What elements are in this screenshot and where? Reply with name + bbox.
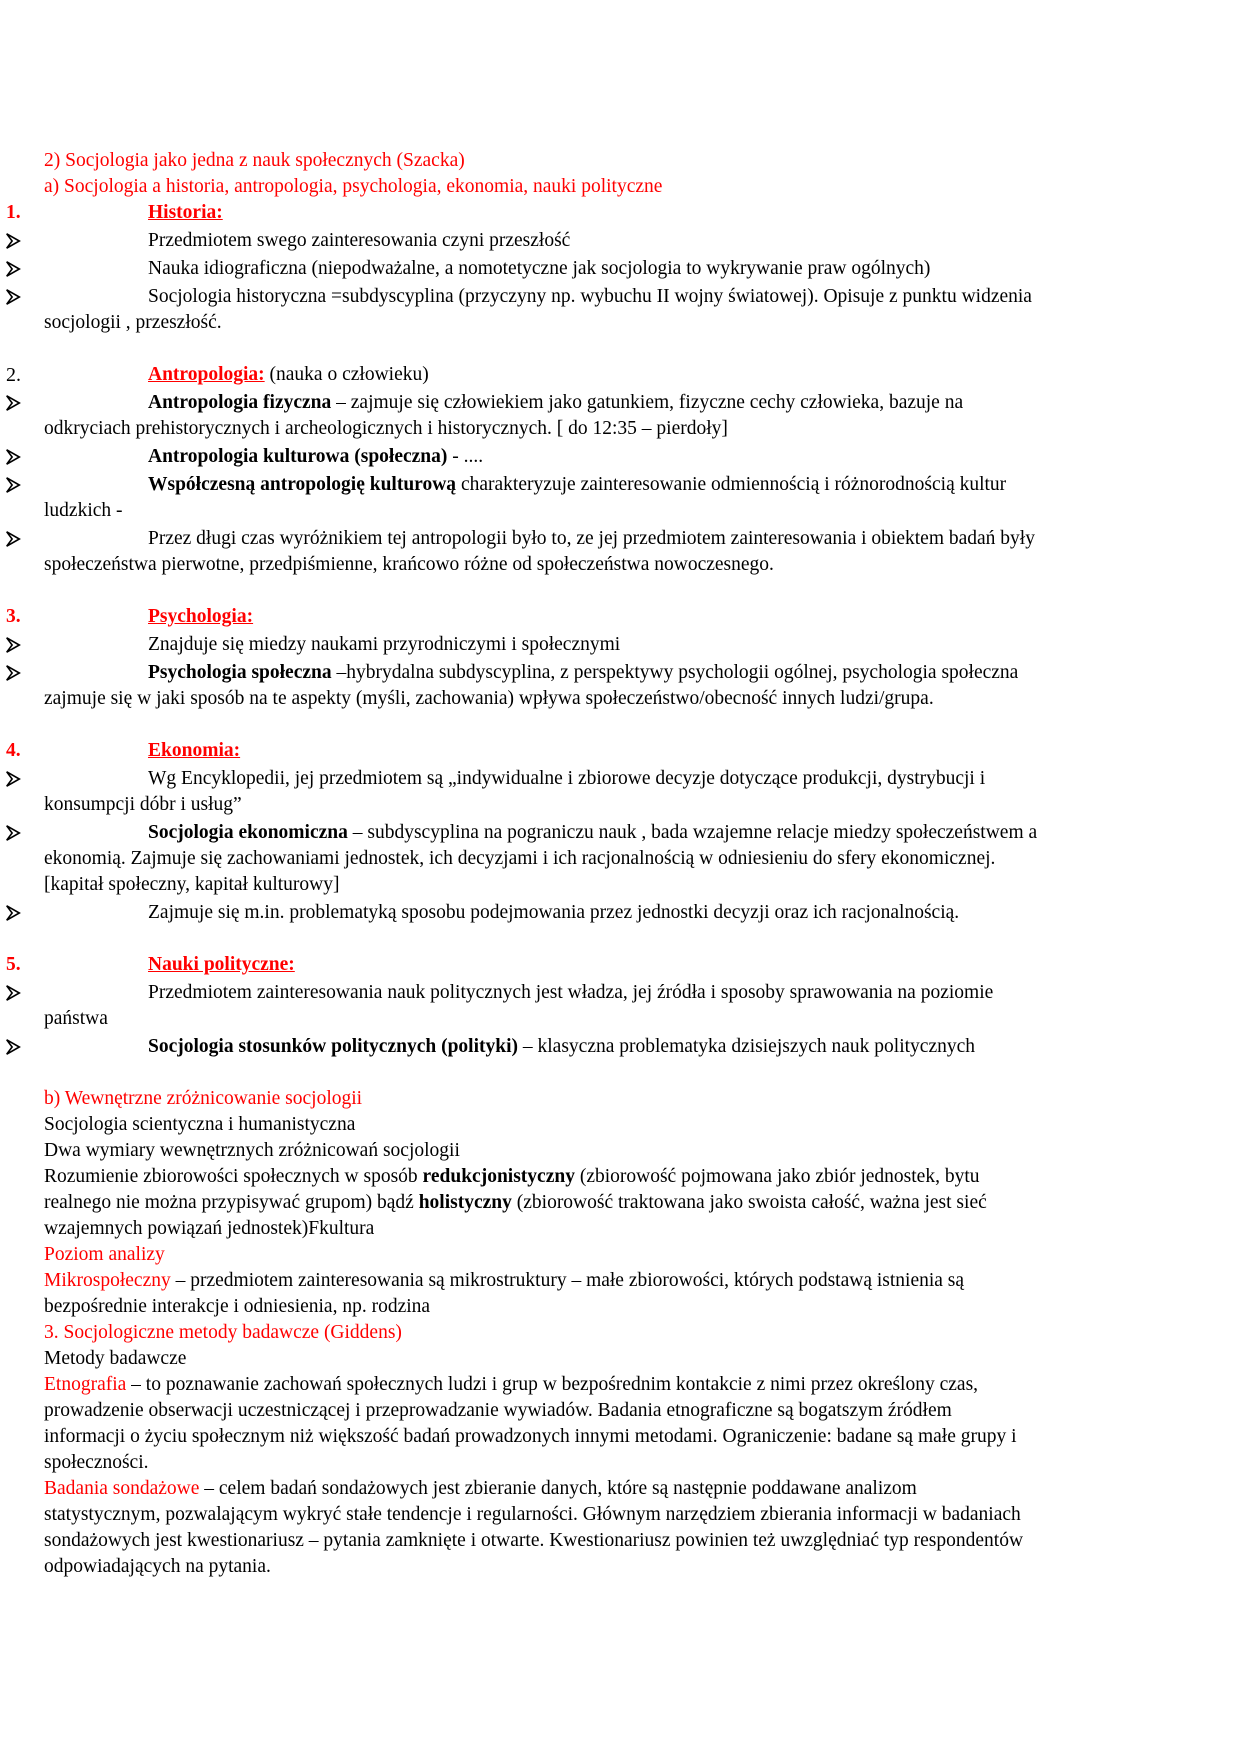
arrow-bullet-icon — [4, 980, 26, 1002]
arrow-bullet-icon — [4, 390, 26, 412]
text-line: socjologii , przeszłość. — [44, 312, 222, 333]
arrow-bullet-icon — [4, 820, 26, 842]
text-line: Badania sondażowe – celem badań sondażowych jest zbieranie danych, które są następnie poddawane analizom — [44, 1478, 917, 1499]
bullet-item: Przez długi czas wyróżnikiem tej antropologii było to, ze jej przedmiotem zainteresowania i obiektem badań były — [44, 526, 1194, 552]
bullet-item: Znajduje się miedzy naukami przyrodniczymi i społecznymi — [44, 632, 1194, 658]
text-line: społeczeństwa pierwotne, przedpiśmienne, krańcowo różne od społeczeństwa nowoczesnego. — [44, 554, 774, 575]
arrow-bullet-icon — [4, 444, 26, 466]
text-line: prowadzenie obserwacji uczestniczącej i przeprowadzanie wywiadów. Badania etnograficzne są bogatszym źródłem — [44, 1400, 952, 1421]
section-title: Historia: — [148, 202, 223, 223]
bullet-item: Przedmiotem zainteresowania nauk politycznych jest władza, jej źródła i sposoby sprawowania na poziomie — [44, 980, 1194, 1006]
bullet-item: Przedmiotem swego zainteresowania czyni przeszłość — [44, 228, 1194, 254]
text-line: konsumpcji dóbr i usług” — [44, 794, 242, 815]
bullet-item: Wg Encyklopedii, jej przedmiotem są „indywidualne i zbiorowe decyzje dotyczące produkcji, dystrybucji i — [44, 766, 1194, 792]
arrow-bullet-icon — [4, 228, 26, 250]
bullet-item: Antropologia kulturowa (społeczna) - .... — [44, 444, 1194, 470]
heading-metody: 3. Socjologiczne metody badawcze (Giddens) — [44, 1322, 402, 1343]
text-line: Mikrospołeczny – przedmiotem zainteresowania są mikrostruktury – małe zbiorowości, których podstawą istnienia są — [44, 1270, 965, 1291]
text-line: Metody badawcze — [44, 1348, 187, 1369]
bullet-item: Zajmuje się m.in. problematyką sposobu podejmowania przez jednostki decyzji oraz ich racjonalnością. — [44, 900, 1194, 926]
section-title: Antropologia: — [148, 364, 265, 385]
section-title: Ekonomia: — [148, 740, 241, 761]
arrow-bullet-icon — [4, 900, 26, 922]
text-line: statystycznym, pozwalającym wykryć stałe tendencje i regularności. Głównym narzędziem zbierania informacji w badaniach — [44, 1504, 1021, 1525]
bullet-item: Współczesną antropologię kulturową charakteryzuje zainteresowanie odmiennością i różnorodnością kultur — [44, 472, 1194, 498]
text-line: Socjologia scientyczna i humanistyczna — [44, 1114, 356, 1135]
section-number: 3. — [6, 606, 21, 627]
section-number: 1. — [6, 202, 21, 223]
text-line: Dwa wymiary wewnętrznych zróżnicowań socjologii — [44, 1140, 460, 1161]
text-line: sondażowych jest kwestionariusz – pytania zamknięte i otwarte. Kwestionariusz powinien też uwzględniać typ respondentów — [44, 1530, 1024, 1551]
bullet-item: Antropologia fizyczna – zajmuje się człowiekiem jako gatunkiem, fizyczne cechy człowieka, bazuje na — [44, 390, 1194, 416]
arrow-bullet-icon — [4, 526, 26, 548]
text-line: ludzkich - — [44, 500, 123, 521]
bullet-item: Socjologia ekonomiczna – subdyscyplina na pograniczu nauk , bada wzajemne relacje miedzy społeczeństwem a — [44, 820, 1194, 846]
arrow-bullet-icon — [4, 472, 26, 494]
arrow-bullet-icon — [4, 284, 26, 306]
arrow-bullet-icon — [4, 256, 26, 278]
heading-a: a) Socjologia a historia, antropologia, psychologia, ekonomia, nauki polityczne — [44, 176, 663, 197]
arrow-bullet-icon — [4, 632, 26, 654]
section-5-heading — [6, 952, 1194, 978]
text-line: Etnografia – to poznawanie zachowań społecznych ludzi i grup w bezpośrednim kontakcie z nimi przez określony czas, — [44, 1374, 979, 1395]
text-line: [kapitał społeczny, kapitał kulturowy] — [44, 874, 340, 895]
text-line: realnego nie można przypisywać grupom) bądź holistyczny (zbiorowość traktowana jako swoista całość, ważna jest sieć — [44, 1192, 987, 1213]
heading-b: b) Wewnętrzne zróżnicowanie socjologii — [44, 1088, 363, 1109]
bullet-item: Psychologia społeczna –hybrydalna subdyscyplina, z perspektywy psychologii ogólnej, psychologia społeczna — [44, 660, 1194, 686]
section-number: 2. — [6, 364, 21, 386]
section-4-heading — [6, 738, 1194, 764]
arrow-bullet-icon — [4, 1034, 26, 1056]
text-line: ekonomią. Zajmuje się zachowaniami jednostek, ich decyzjami i ich racjonalnością w odniesieniu do sfery ekonomicznej. — [44, 848, 996, 869]
bullet-item: Socjologia stosunków politycznych (polityki) – klasyczna problematyka dzisiejszych nauk politycznych — [44, 1034, 1194, 1060]
section-number: 4. — [6, 740, 21, 761]
section-title: Psychologia: — [148, 606, 254, 627]
section-1-heading — [6, 200, 1194, 226]
section-title: Nauki polityczne: — [148, 954, 295, 975]
text-line: bezpośrednie interakcje i odniesienia, np. rodzina — [44, 1296, 431, 1317]
text-line: państwa — [44, 1008, 108, 1029]
bullet-item: Socjologia historyczna =subdyscyplina (przyczyny np. wybuchu II wojny światowej). Opisuje z punktu widzenia — [44, 284, 1194, 310]
heading-poziom-analizy: Poziom analizy — [44, 1244, 165, 1265]
arrow-bullet-icon — [4, 766, 26, 788]
section-3-heading — [6, 604, 1194, 630]
text-line: wzajemnych powiązań jednostek)Fkultura — [44, 1218, 375, 1239]
arrow-bullet-icon — [4, 660, 26, 682]
heading-socjologia: 2) Socjologia jako jedna z nauk społecznych (Szacka) — [44, 150, 465, 171]
text-line: informacji o życiu społecznym niż większość badań prowadzonych innymi metodami. Ograniczenie: badane są małe grupy i — [44, 1426, 1017, 1447]
text-line: odpowiadających na pytania. — [44, 1556, 271, 1577]
text-line: społeczności. — [44, 1452, 149, 1473]
text-line: zajmuje się w jaki sposób na te aspekty (myśli, zachowania) wpływa społeczeństwo/obecność innych ludzi/grupa. — [44, 688, 934, 709]
bullet-item: Nauka idiograficzna (niepodważalne, a nomotetyczne jak socjologia to wykrywanie praw ogólnych) — [44, 256, 1194, 282]
section-2-heading: 2. Antropologia: (nauka o człowieku) — [6, 364, 429, 386]
section-number: 5. — [6, 954, 21, 975]
text-line: odkryciach prehistorycznych i archeologicznych i historycznych. [ do 12:35 – pierdoły] — [44, 418, 728, 439]
text-line: Rozumienie zbiorowości społecznych w sposób redukcjonistyczny (zbiorowość pojmowana jako zbiór jednostek, bytu — [44, 1166, 980, 1187]
